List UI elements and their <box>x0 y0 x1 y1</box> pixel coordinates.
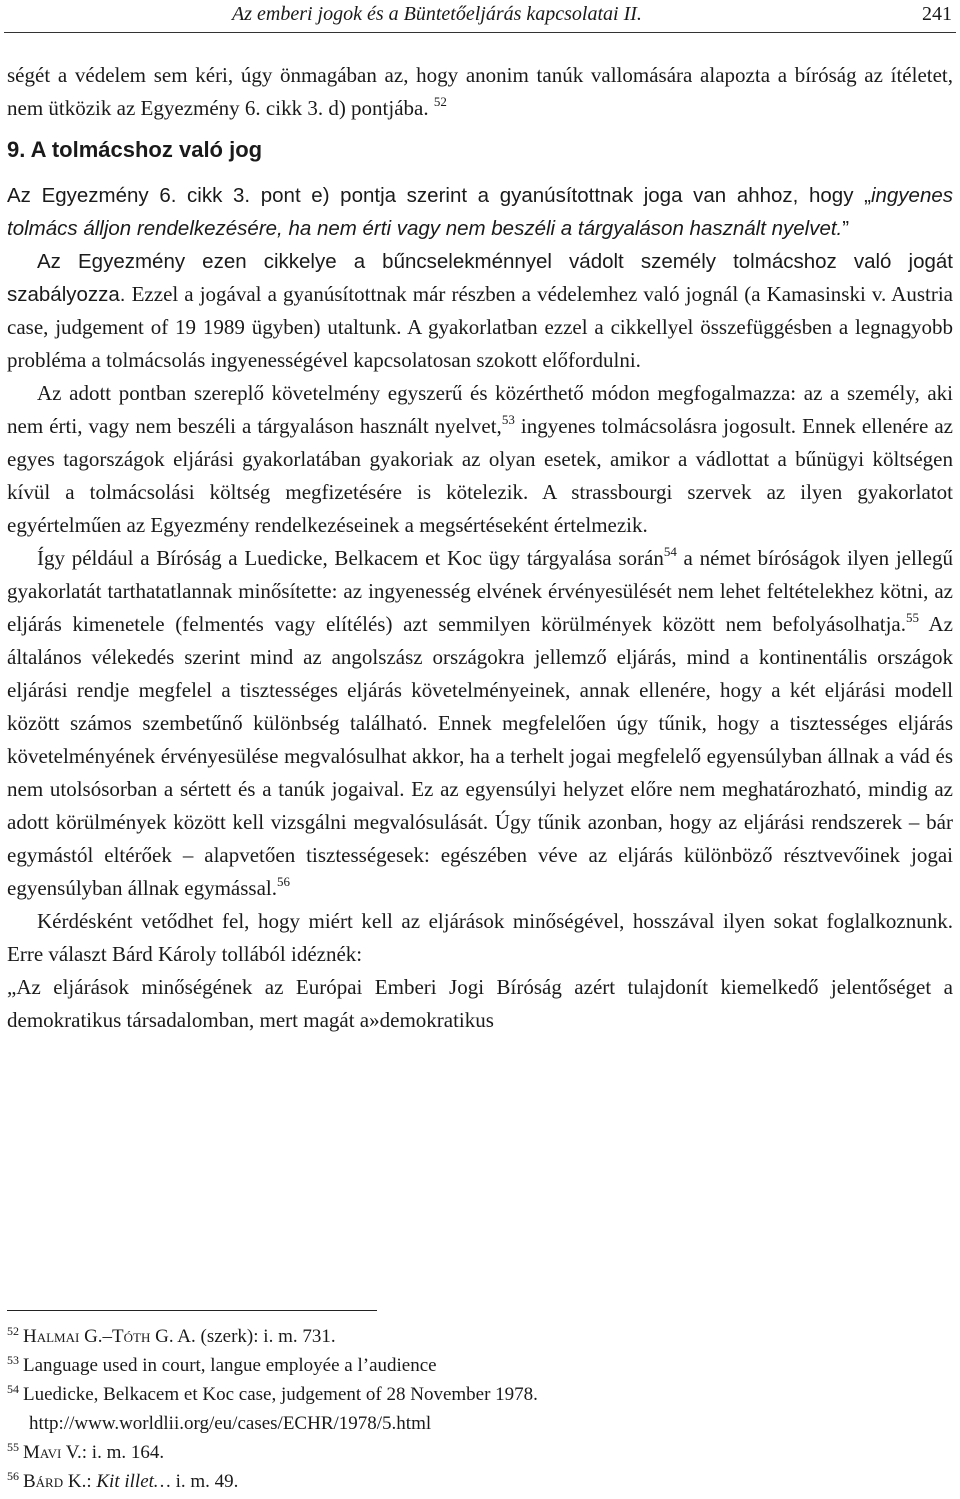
footnote-italic-title: Kit illet… <box>96 1471 171 1492</box>
page-header <box>0 0 960 32</box>
paragraph-3 <box>7 377 953 542</box>
footnote-text: Luedicke, Belkacem et Koc case, judgement of 28 November 1978. <box>23 1384 538 1405</box>
footnote-author: Bárd K. <box>23 1471 87 1492</box>
p1-quote: ingyenes tolmács álljon rendelkezésére, ha nem érti vagy nem beszéli a tárgyaláson használt nyelvet. <box>7 184 953 240</box>
paragraph-1 <box>7 179 953 245</box>
footnote-52 <box>7 1322 953 1351</box>
footnote-54 <box>7 1380 953 1409</box>
footnote-url-link[interactable]: http://www.worldlii.org/eu/cases/ECHR/1978/5.html <box>29 1413 432 1434</box>
footnotes <box>7 1322 953 1496</box>
paragraph-4 <box>7 542 953 905</box>
p4-a: Így például a Bíróság a Luedicke, Belkacem et Koc ügy tárgyalása során <box>37 546 664 570</box>
footnote-text: i. m. 49. <box>170 1471 239 1492</box>
footnote-number: 56 <box>7 1469 19 1483</box>
footnote-text: : i. m. 164. <box>81 1442 165 1463</box>
page-number: 241 <box>922 3 952 25</box>
running-title: Az emberi jogok és a Büntetőeljárás kapcsolatai II. <box>232 3 642 25</box>
footnote-number: 55 <box>7 1440 19 1454</box>
p4-c: Az általános vélekedés szerint mind az angolszász országokra jellemző eljárás, mind a kontinentális országok eljárási rendje megfelel a tisztességes eljárás követelményeinek, annak ellenére, hogy a két eljárási modell között számos szembetűnő különbség található. Ennek megfelelően úgy tűnik, hogy a tisztességes eljárás követelményének érvényesülése megvalósulhat akkor, ha a terhelt jogai megfelelő egyensúlyban állnak a vád és nem utolsósorban a sértett és a tanúk jogaival. Ez az egyensúlyi helyzet előre nem meghatározható, mindig az adott körülmények között kell vizsgálni megvalósulását. Úgy tűnik azonban, hogy az eljárási rendszerek – bár egymástól eltérőek – alapvetően tisztességesek: egészében véve az eljárás különböző résztvevőinek jogai egyensúlyban állnak egymással. <box>7 612 953 900</box>
section-heading <box>7 133 953 167</box>
p2-rest: Ezzel a jogával a gyanúsítottnak már részben a védelemhez való jognál (a Kamasinski v. Austria case, judgement of 19 1989 ügyben) utaltunk. A gyakorlatban ezzel a cikkellyel összefüggésben a legnagyobb probléma a tolmácsolás ingyenességével kapcsolatosan szokott előfordulni. <box>7 282 953 372</box>
paragraph-6-quote <box>7 971 953 1037</box>
paragraph-5 <box>7 905 953 971</box>
p3-a: Az adott pontban szereplő követelmény egyszerű és közérthető módon megfogalmazza: az a személy, aki nem érti, vagy nem beszéli a tárgyaláson használt nyelvet, <box>7 381 953 438</box>
p2-sans: Az Egyezmény ezen cikkelye a bűncselekménnyel vádolt személy tolmácshoz való jogát szabályozza. <box>7 250 953 306</box>
footnote-56 <box>7 1467 953 1496</box>
p3-b: ingyenes tolmácsolásra jogosult. Ennek ellenére az egyes tagországok eljárási gyakorlatában gyakoriak az olyan esetek, amikor a vádlottat a bűnügyi költségen kívül a tolmácsolási költség megfizetésére is kötelezik. A strassbourgi szervek az ilyen gyakorlatot egyértelműen az Egyezmény rendelkezéseinek a megsértéseként értelmezik. <box>7 414 953 537</box>
footnote-author: Mavi V. <box>23 1442 82 1463</box>
footnote-number: 54 <box>7 1382 19 1396</box>
p1-after: ” <box>842 217 850 240</box>
footnote-54-url[interactable] <box>7 1409 953 1438</box>
p6-text: „Az eljárások minőségének az Európai Emberi Jogi Bíróság azért tulajdonít kiemelkedő jelentőséget a demokratikus társadalomban, mert magát a»demokratikus <box>7 975 953 1032</box>
footnote-55 <box>7 1438 953 1467</box>
footnote-author: Halmai G.–Tóth G. A. <box>23 1326 196 1347</box>
footnote-rule <box>7 1310 377 1311</box>
paragraph-2 <box>7 245 953 377</box>
intro-text: ségét a védelem sem kéri, úgy önmagában az, hogy anonim tanúk vallomására alapozta a bíróság az ítéletet, nem ütközik az Egyezmény 6. cikk 3. d) pontjába. <box>7 63 953 120</box>
footnote-text: : <box>86 1471 97 1492</box>
footnote-text: (szerk): i. m. 731. <box>195 1326 336 1347</box>
section-number: 9. <box>7 137 26 162</box>
body-text <box>7 59 953 1037</box>
footnote-ref[interactable]: 54 <box>663 544 677 559</box>
footnote-text: Language used in court, langue employée a l’audience <box>23 1355 437 1376</box>
footnote-ref[interactable]: 56 <box>277 874 291 889</box>
p5-text: Kérdésként vetődhet fel, hogy miért kell az eljárások minőségével, hosszával ilyen sokat foglalkoznunk. Erre választ Bárd Károly tollából idéznék: <box>7 909 953 966</box>
footnote-53 <box>7 1351 953 1380</box>
section-title: A tolmácshoz való jog <box>30 137 263 162</box>
p1-before: Az Egyezmény 6. cikk 3. pont e) pontja szerint a gyanúsítottnak joga van ahhoz, hogy „ <box>7 184 871 207</box>
intro-paragraph <box>7 59 953 125</box>
footnote-number: 53 <box>7 1353 19 1367</box>
p4-b: a német bíróságok ilyen jellegű gyakorlatát tarthatatlannak minősítette: az ingyenesség elvének érvényesülését nem lehet feltételekhez kötni, az eljárás kimenetele (felmentés vagy elítélés) azt semmilyen körülmények között nem befolyásolhatja. <box>7 546 953 636</box>
footnote-number: 52 <box>7 1324 19 1338</box>
footnote-ref[interactable]: 55 <box>906 610 920 625</box>
footnote-ref[interactable]: 52 <box>433 94 447 109</box>
footnote-ref[interactable]: 53 <box>501 412 515 427</box>
header-rule <box>4 32 956 33</box>
